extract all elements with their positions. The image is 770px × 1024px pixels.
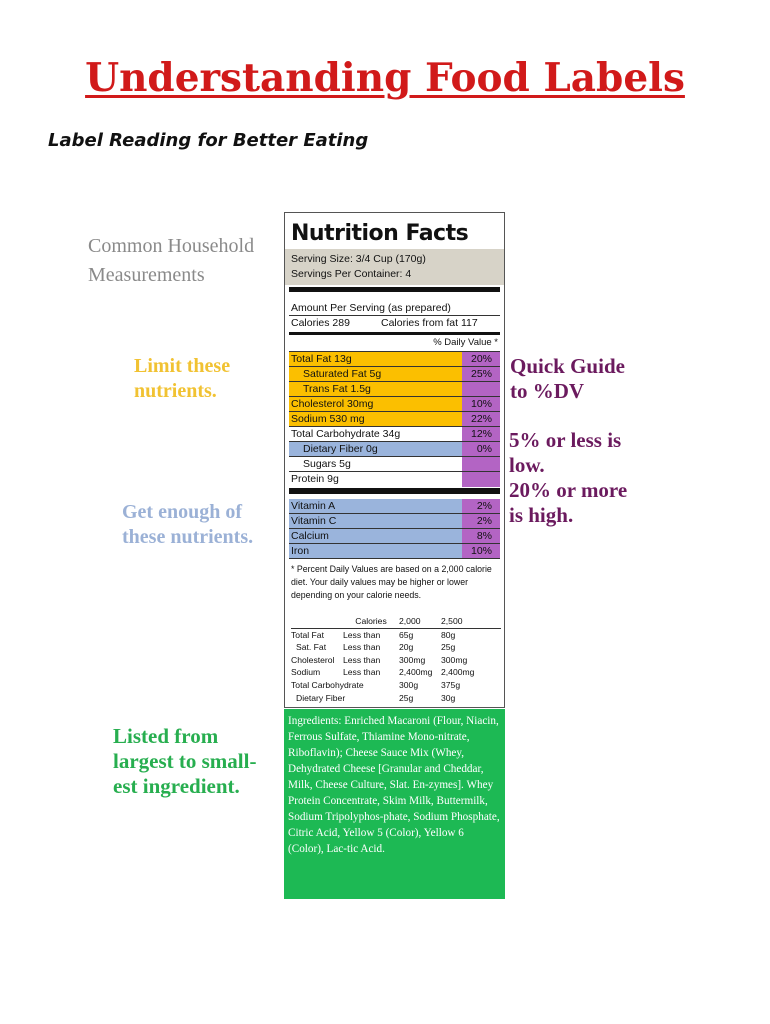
limit-nutrients-label: Limit these nutrients. bbox=[134, 355, 231, 402]
amount-per-serving: Amount Per Serving (as prepared) bbox=[291, 302, 451, 314]
nutrient-row: Cholesterol 30mg 10% bbox=[289, 397, 500, 412]
page-subtitle: Label Reading for Better Eating bbox=[48, 130, 369, 151]
daily-value-footnote: * Percent Daily Values are based on a 2,000 calorie diet. Your daily values may be higher or lower depending on your calorie needs. bbox=[291, 564, 492, 600]
get-enough-label: Get enough of these nutrients. bbox=[122, 501, 254, 548]
nutrient-row: Dietary Fiber 0g 0% bbox=[289, 442, 500, 457]
vitamin-row: Calcium 8% bbox=[289, 529, 500, 544]
daily-value-table bbox=[291, 615, 501, 704]
divider bbox=[289, 315, 500, 316]
nutrient-row: Trans Fat 1.5g bbox=[289, 382, 462, 397]
table-row: Dietary Fiber 25g 30g bbox=[296, 692, 456, 703]
table-row: Total Fat Less than 65g 80g bbox=[291, 629, 456, 640]
nutrient-row: Protein 9g bbox=[289, 472, 500, 487]
nutrition-facts-panel bbox=[284, 212, 505, 708]
nutrient-row: Saturated Fat 5g 25% bbox=[289, 367, 500, 382]
serving-size: Serving Size: 3/4 Cup (170g) bbox=[291, 253, 426, 265]
calories-from-fat: Calories from fat 117 bbox=[381, 317, 478, 329]
vitamin-row: Vitamin A 2% bbox=[289, 499, 500, 514]
table-row: Sat. Fat Less than 20g 25g bbox=[296, 642, 456, 653]
table-row: Sodium Less than 2,400mg 2,400mg bbox=[291, 667, 475, 678]
serving-info bbox=[285, 249, 504, 285]
daily-value-header: % Daily Value * bbox=[433, 337, 498, 348]
nutrient-row: Sugars 5g bbox=[289, 457, 500, 472]
table-row: Total Carbohydrate 300g 375g bbox=[291, 679, 461, 690]
nutrition-facts-title: Nutrition Facts bbox=[291, 221, 469, 246]
vitamin-row: Iron 10% bbox=[289, 544, 500, 559]
divider-medium bbox=[289, 332, 500, 335]
servings-per-container: Servings Per Container: 4 bbox=[291, 268, 412, 280]
quick-guide-label: Quick Guide to %DV bbox=[510, 354, 625, 403]
calories: Calories 289 bbox=[291, 317, 350, 329]
page-title: Understanding Food Labels bbox=[85, 55, 685, 101]
divider-thick bbox=[289, 488, 500, 494]
divider-thick bbox=[289, 287, 500, 292]
dv-rule-label: 5% or less is low. 20% or more is high. bbox=[509, 428, 628, 527]
table-header: Calories 2,000 2,500 bbox=[291, 615, 501, 628]
nutrient-row: Total Carbohydrate 34g 12% bbox=[289, 427, 500, 442]
ingredient-order-label: Listed from largest to small- est ingredient. bbox=[113, 724, 257, 798]
vitamin-row: Vitamin C 2% bbox=[289, 514, 500, 529]
measurements-label: Common Household Measurements bbox=[88, 235, 255, 286]
nutrient-row: Sodium 530 mg 22% bbox=[289, 412, 500, 427]
ingredients-box: Ingredients: Enriched Macaroni (Flour, Niacin, Ferrous Sulfate, Thiamine Mono-nitrate, Riboflavin); Cheese Sauce Mix (Whey, Dehydrated Cheese [Granular and Cheddar, Milk, Cheese Culture, Slat. En-zymes]. Whey Protein Concentrate, Skim Milk, Buttermilk, Sodium Tripolyphos-phate, Sodium Phosphate, Citric Acid, Yellow 5 (Color), Yellow 6 (Color), Lac-tic Acid. bbox=[284, 709, 505, 899]
dv-cell bbox=[462, 382, 500, 397]
table-row: Cholesterol Less than 300mg 300mg bbox=[291, 654, 468, 665]
nutrient-row: Total Fat 13g 20% bbox=[289, 352, 500, 367]
